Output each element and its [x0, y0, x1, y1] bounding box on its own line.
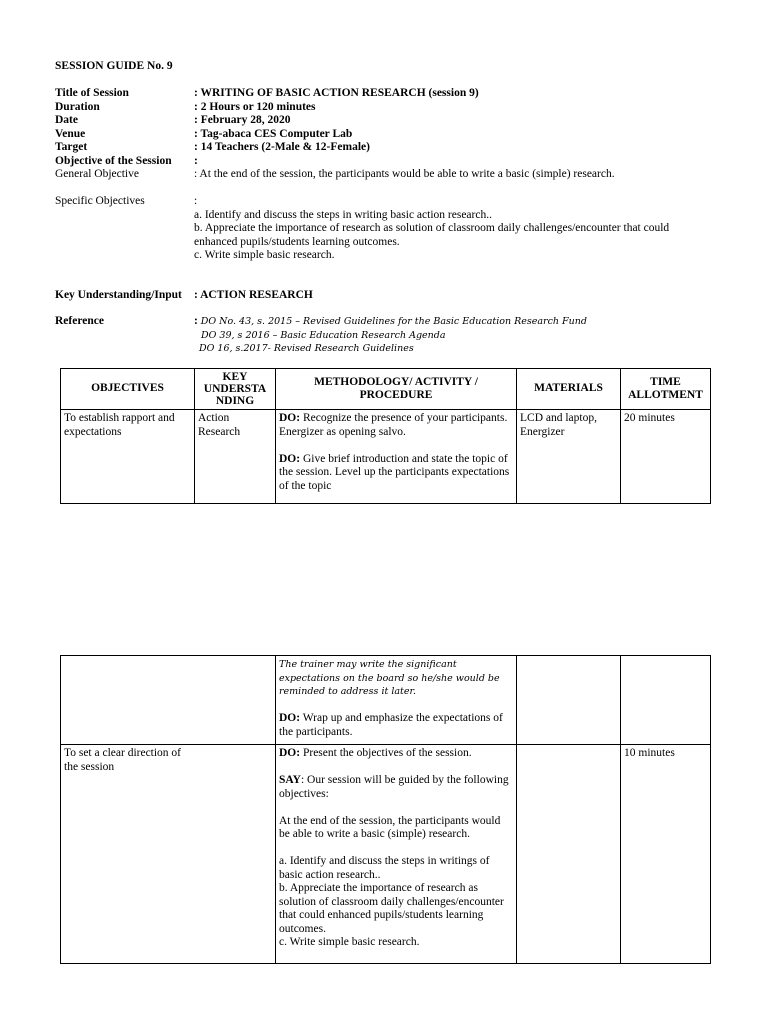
specific-item: enhanced pupils/students learning outcomes.: [194, 235, 400, 248]
meta-value: : At the end of the session, the participants would be able to write a basic (simple) research.: [194, 168, 615, 180]
cell-materials: LCD and laptop, Energizer: [517, 410, 621, 504]
cell-methodology: The trainer may write the significant expectations on the board so he/she would be reminded to address it later. DO: Wrap up and emphasize the expectations of the participants.: [276, 656, 517, 745]
meta-label: Venue: [55, 127, 86, 140]
specific-objectives-label: Specific Objectives: [55, 195, 145, 207]
reference-list: [194, 315, 734, 356]
header-time-allotment: TIME ALLOTMENT: [621, 369, 711, 410]
session-guide-heading: SESSION GUIDE No. 9: [55, 60, 173, 72]
header-key-understanding: KEY UNDERSTA NDING: [195, 369, 276, 410]
meta-row-duration: [55, 101, 735, 115]
session-table-continued: [60, 655, 711, 964]
meta-label: General Objective: [55, 168, 139, 180]
meta-label: Objective of the Session: [55, 154, 172, 167]
cell-methodology: DO: Recognize the presence of your participants. Energizer as opening salvo. DO: Give brief introduction and state the topic of the session. Level up the participants expectations of the topic: [276, 410, 517, 504]
meta-row-title: [55, 87, 735, 101]
reference-colon: :: [194, 315, 198, 327]
header-objectives: OBJECTIVES: [61, 369, 195, 410]
cell-materials: [517, 745, 621, 964]
meta-value: : WRITING OF BASIC ACTION RESEARCH (session 9): [194, 87, 479, 99]
key-understanding-label: Key Understanding/Input: [55, 289, 182, 301]
meta-value: : 14 Teachers (2-Male & 12-Female): [194, 141, 370, 153]
cell-objective: [61, 656, 276, 745]
cell-time: 10 minutes: [621, 745, 711, 964]
cell-time: 20 minutes: [621, 410, 711, 504]
meta-row-venue: [55, 128, 735, 142]
specific-item: a. Identify and discuss the steps in writing basic action research..: [194, 208, 492, 221]
meta-value: : February 28, 2020: [194, 114, 291, 126]
specific-colon: :: [194, 195, 198, 207]
cell-materials: [517, 656, 621, 745]
table-row: [61, 656, 711, 745]
meta-row-general-objective: [55, 168, 735, 182]
meta-value: : 2 Hours or 120 minutes: [194, 100, 316, 113]
cell-objective: To set a clear direction of the session: [61, 745, 276, 964]
header-materials: MATERIALS: [517, 369, 621, 410]
meta-label: Duration: [55, 100, 100, 113]
cell-objective: To establish rapport and expectations: [61, 410, 195, 504]
meta-label: Date: [55, 114, 78, 126]
reference-item: DO No. 43, s. 2015 – Revised Guidelines for the Basic Education Research Fund: [200, 316, 587, 327]
meta-row-target: [55, 141, 735, 155]
table-row: [61, 745, 711, 964]
reference-item: DO 16, s.2017- Revised Research Guidelines: [199, 343, 414, 354]
specific-item: b. Appreciate the importance of research as solution of classroom daily challenges/encounter that could: [194, 222, 670, 234]
key-understanding-value: : ACTION RESEARCH: [194, 289, 313, 301]
meta-row-objective: [55, 155, 735, 169]
cell-time: [621, 656, 711, 745]
specific-objectives-list: [194, 195, 714, 263]
cell-methodology: DO: Present the objectives of the session. SAY: Our session will be guided by the following objectives: At the end of the session, the participants would be able to write a basic (simple) research. a. Identify and discuss the steps in writings of basic action research.. b. Appreciate the importance of research as solution of classroom daily challenges/encounter that could enhanced pupils/students learning outcomes. c. Write simple basic research.: [276, 745, 517, 964]
meta-value: :: [194, 154, 198, 167]
reference-label: Reference: [55, 315, 104, 327]
specific-item: c. Write simple basic research.: [194, 249, 335, 261]
cell-key-understanding: Action Research: [195, 410, 276, 504]
reference-item: DO 39, s 2016 – Basic Education Research Agenda: [201, 329, 446, 341]
meta-value: : Tag-abaca CES Computer Lab: [194, 127, 353, 140]
session-table: [60, 368, 711, 504]
meta-row-date: [55, 114, 735, 128]
table-header-row: [61, 369, 711, 410]
meta-label: Target: [55, 141, 88, 153]
meta-label: Title of Session: [55, 87, 129, 99]
table-row: [61, 410, 711, 504]
header-methodology: METHODOLOGY/ ACTIVITY / PROCEDURE: [276, 369, 517, 410]
